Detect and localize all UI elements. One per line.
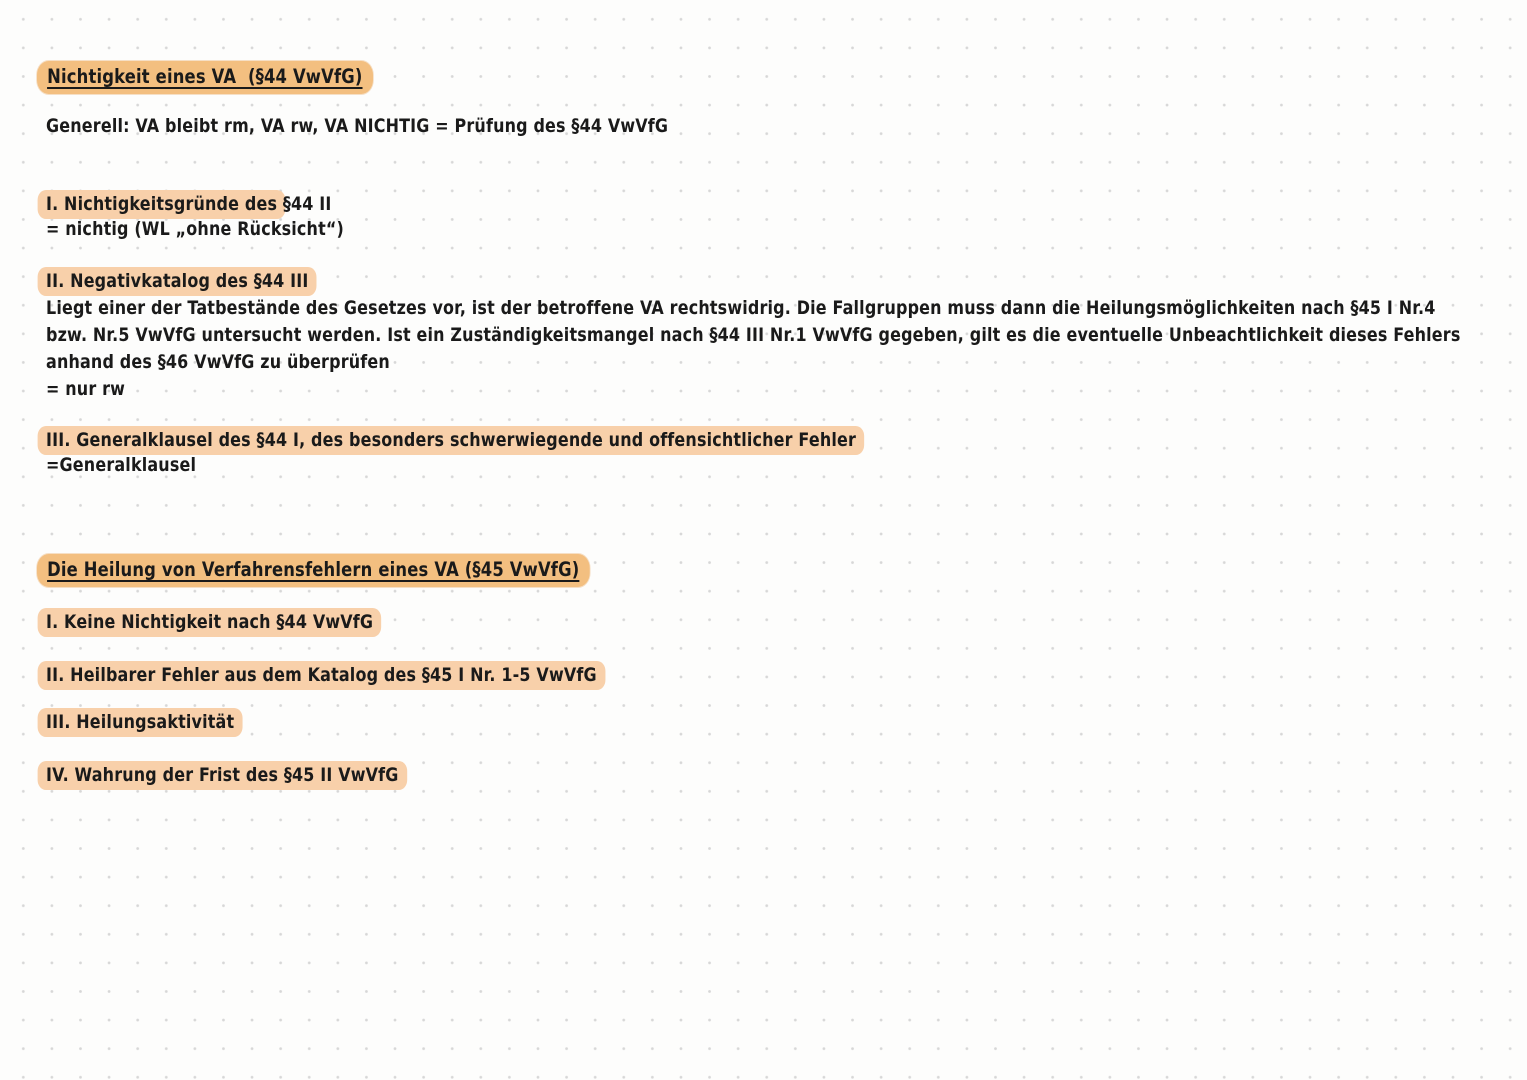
note-line [46, 191, 331, 218]
note-line [46, 349, 390, 376]
note-line [46, 295, 1436, 322]
highlighted-text: III. Heilungsaktivität [38, 708, 243, 737]
highlighted-text: III. Generalklausel des §44 I, des besonders schwerwiegende und offensichtlicher Fehler [38, 426, 865, 455]
note-line [46, 709, 234, 736]
note-line [46, 609, 373, 636]
note-line [46, 113, 668, 140]
note-line [46, 662, 597, 689]
note-text: bzw. Nr.5 VwVfG untersucht werden. Ist ein Zuständigkeitsmangel nach §44 III Nr.1 VwVfG gegeben, gilt es die eventuelle Unbeachtlichkeit dieses Fehlers [46, 324, 1461, 346]
note-text: §44 II [277, 193, 332, 215]
note-text: anhand des §46 VwVfG zu überprüfen [46, 351, 390, 373]
note-text: =Generalklausel [46, 454, 197, 476]
highlighted-text: I. Nichtigkeitsgründe des [38, 190, 286, 219]
section-header: Nichtigkeit eines VA (§44 VwVfG) [37, 61, 373, 94]
highlighted-text: IV. Wahrung der Frist des §45 II VwVfG [38, 761, 407, 790]
highlighted-text: I. Keine Nichtigkeit nach §44 VwVfG [38, 608, 382, 637]
highlighted-text: II. Negativkatalog des §44 III [38, 267, 317, 296]
note-line [46, 322, 1461, 349]
note-text: = nur rw [46, 378, 126, 400]
note-line [46, 216, 344, 243]
note-line [46, 452, 196, 479]
note-line [46, 762, 399, 789]
note-text: = nichtig (WL „ohne Rücksicht“) [46, 218, 344, 240]
note-line [46, 427, 856, 454]
highlighted-text: II. Heilbarer Fehler aus dem Katalog des §45 I Nr. 1-5 VwVfG [38, 661, 606, 690]
note-line [46, 268, 308, 295]
note-text: Generell: VA bleibt rm, VA rw, VA NICHTIG = Prüfung des §44 VwVfG [46, 115, 669, 137]
section-header: Die Heilung von Verfahrensfehlern eines VA (§45 VwVfG) [37, 554, 589, 587]
note-line [46, 376, 125, 403]
note-text: Liegt einer der Tatbestände des Gesetzes vor, ist der betroffene VA rechtswidrig. Die Fallgruppen muss dann die Heilungsmöglichkeiten nach §45 I Nr.4 [46, 297, 1436, 319]
